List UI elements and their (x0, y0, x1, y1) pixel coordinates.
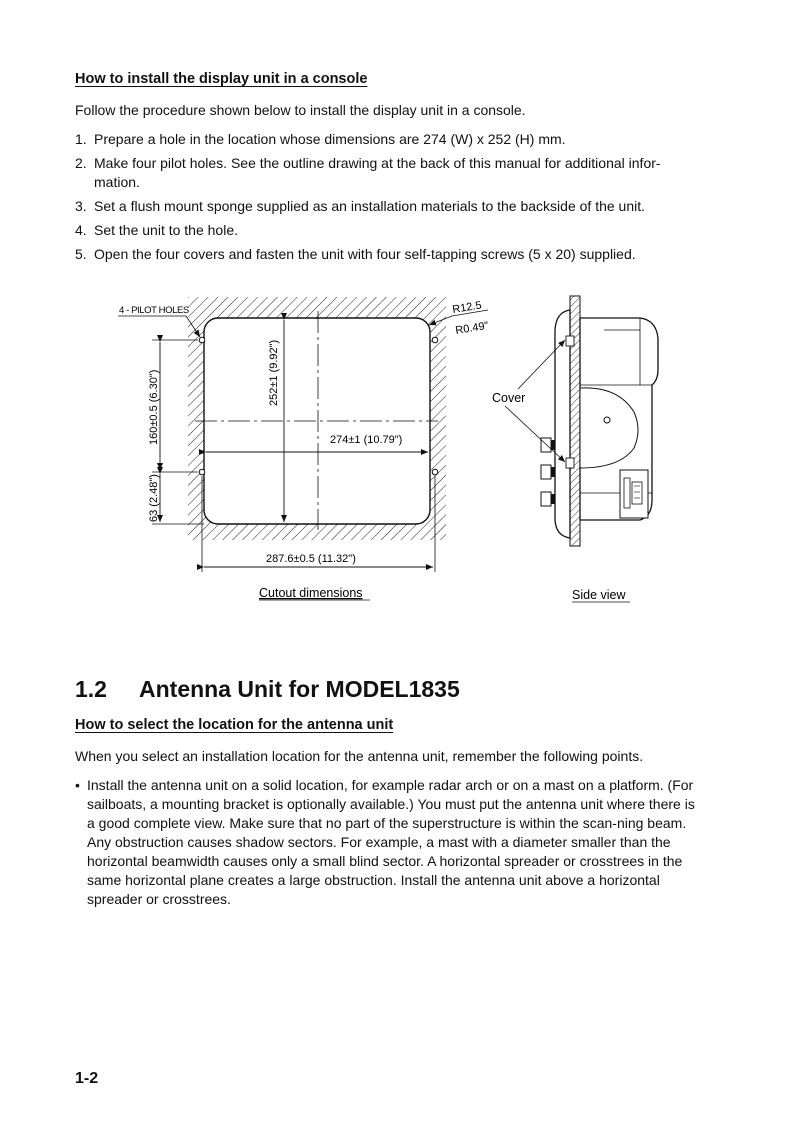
radius-in-label: R0.49" (454, 319, 490, 337)
section-number: 1.2 (75, 676, 107, 702)
bullet-marker: • (75, 777, 80, 793)
section-title: Antenna Unit for MODEL1835 (139, 676, 460, 702)
bullet-text: Install the antenna unit on a solid location, for example radar arch or on a mast on a platform. (For sailboats, a mounting bracket is optionally available.) You must put the antenna unit where there is a good complete view. Make sure that no part of the superstructure is within the scan-ning beam. Any obstruction causes shadow sectors. For example, a mast with a diameter smaller than the horizontal beamwidth causes only a small blind sector. A horizontal spreader or crosstrees in the same horizontal plane creates a large obstruction. Install the antenna unit above a horizontal spreader or crosstrees. (87, 777, 695, 907)
antenna-subheading: How to select the location for the antenna unit (75, 717, 394, 733)
pilot-hole (432, 469, 438, 475)
install-heading: How to install the display unit in a console (75, 71, 368, 87)
pilot-holes-label: 4 - PILOT HOLES (119, 305, 189, 316)
bottom-dimension-label: 63 (2.48") (148, 474, 160, 522)
side-view-drawing (541, 296, 658, 546)
radius-mm-label: R12.5 (451, 299, 483, 316)
outer-width-dimension-label: 287.6±0.5 (11.32") (266, 553, 356, 565)
width-dimension-label: 274±1 (10.79") (330, 434, 403, 446)
step-number: 1. (75, 131, 87, 147)
step-text: Set a flush mount sponge supplied as an installation materials to the backside of the unit. (94, 198, 646, 214)
install-intro: Follow the procedure shown below to install the display unit in a console. (75, 102, 526, 118)
step-number: 5. (75, 246, 87, 262)
pilot-hole (432, 337, 438, 343)
step-number: 4. (75, 222, 87, 238)
step-text: Open the four covers and fasten the unit with four self-tapping screws (5 x 20) supplied. (94, 246, 636, 262)
pilot-hole (199, 337, 205, 343)
antenna-intro: When you select an installation location for the antenna unit, remember the following points. (75, 748, 644, 764)
step-text: Set the unit to the hole. (94, 222, 238, 238)
page-number: 1-2 (75, 1070, 99, 1087)
pilot-hole (199, 469, 205, 475)
cover-label: Cover (492, 391, 526, 405)
cutout-caption: Cutout dimensions (259, 586, 363, 600)
step-number: 3. (75, 198, 87, 214)
height-dimension-label: 252±1 (9.92") (268, 339, 280, 406)
step-text: Prepare a hole in the location whose dimensions are 274 (W) x 252 (H) mm. (94, 131, 566, 147)
step-number: 2. (75, 155, 87, 171)
side-view-caption: Side view (572, 588, 626, 602)
hole-vertical-dimension-label: 160±0.5 (6.30") (148, 369, 160, 445)
step-text: Make four pilot holes. See the outline drawing at the back of this manual for additional infor-mation. (94, 155, 661, 190)
